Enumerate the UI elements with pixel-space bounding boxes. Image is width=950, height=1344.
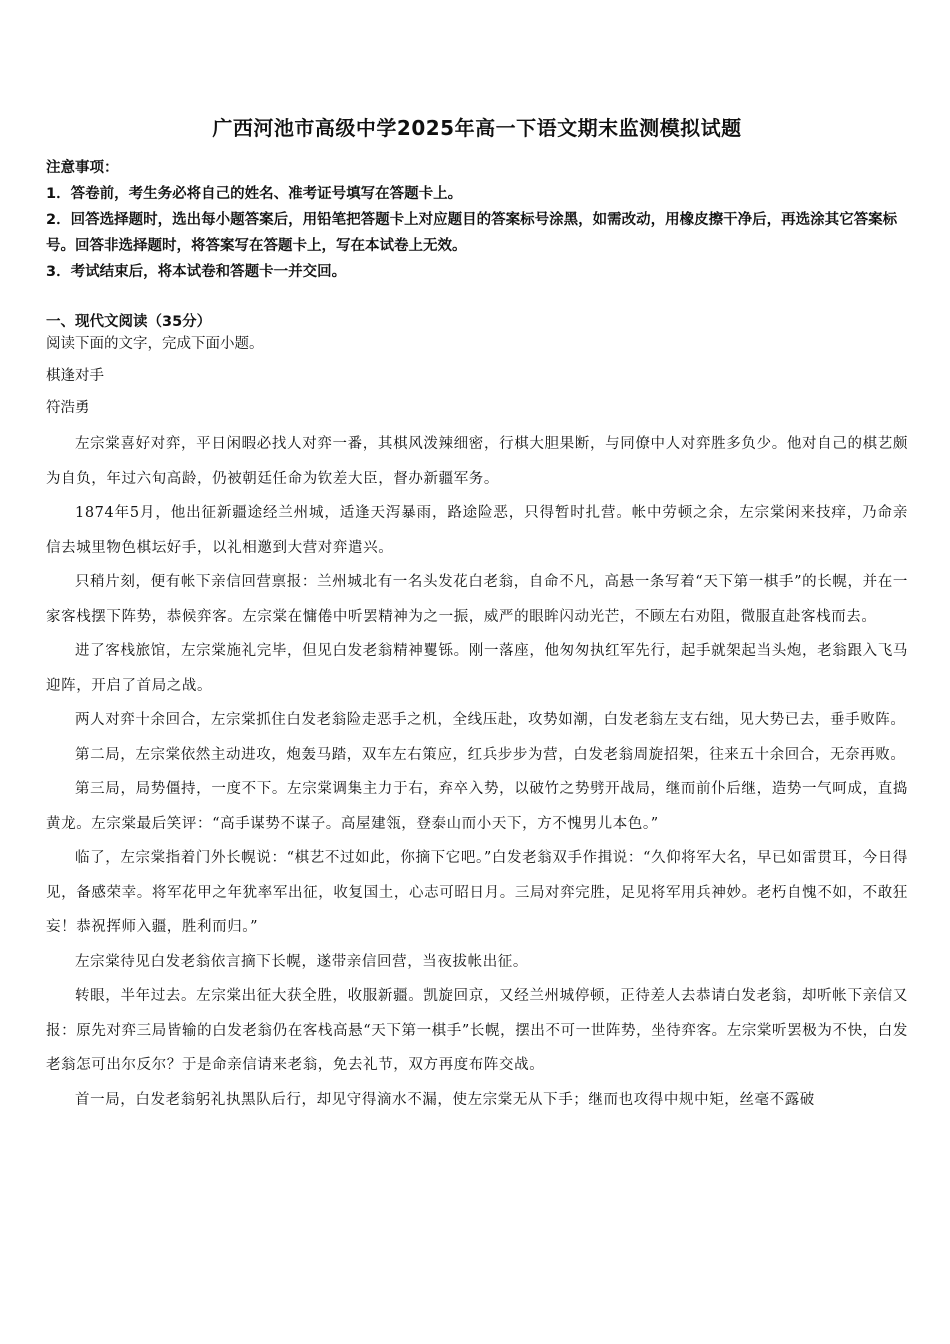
article-paragraph: 左宗棠待见白发老翁依言摘下长幌，遂带亲信回营，当夜拔帐出征。	[75, 953, 528, 970]
exam-title: 广西河池市高级中学2025年高一下语文期末监测模拟试题	[212, 116, 742, 140]
article-body	[46, 427, 908, 1117]
section-heading: 一、现代文阅读（35分）	[46, 314, 212, 330]
article-paragraph: 临了，左宗棠指着门外长幌说：“棋艺不过如此，你摘下它吧。”白发老翁双手作揖说：“久仰将军大名，早已如雷贯耳，今日得见，备感荣幸。将军花甲之年犹率军出征，收复国土，心志可昭日月。三局对弈完胜，足见将军用兵神妙。老朽自愧不如，不敢狂妄！恭祝挥师入疆，胜利而归。”	[46, 850, 908, 935]
article-title: 棋逢对手	[46, 368, 104, 384]
notice-item-1: 1．答卷前，考生务必将自己的姓名、准考证号填写在答题卡上。	[46, 186, 463, 202]
article-paragraph: 1874年5月，他出征新疆途经兰州城，适逢天泻暴雨，路途险恶，只得暂时扎营。帐中劳顿之余，左宗棠闲来技痒，乃命亲信去城里物色棋坛好手，以礼相邀到大营对弈遣兴。	[46, 505, 908, 556]
article-paragraph: 左宗棠喜好对弈，平日闲暇必找人对弈一番，其棋风泼辣细密，行棋大胆果断，与同僚中人对弈胜多负少。他对自己的棋艺颇为自负，年过六旬高龄，仍被朝廷任命为钦差大臣，督办新疆军务。	[46, 436, 908, 487]
notice-heading: 注意事项：	[46, 160, 119, 176]
exam-page	[46, 112, 908, 1117]
article-paragraph: 转眼，半年过去。左宗棠出征大获全胜，收服新疆。凯旋回京，又经兰州城停顿，正待差人去恭请白发老翁，却听帐下亲信又报：原先对弈三局皆输的白发老翁仍在客栈高悬“天下第一棋手”长幌，摆出不可一世阵势，坐待弈客。左宗棠听罢极为不快，白发老翁怎可出尔反尔？于是命亲信请来老翁，免去礼节，双方再度布阵交战。	[46, 988, 908, 1073]
article-paragraph: 第三局，局势僵持，一度不下。左宗棠调集主力于右，弃卒入势，以破竹之势劈开战局，继而前仆后继，造势一气呵成，直捣黄龙。左宗棠最后笑评：“高手谋势不谋子。高屋建瓴，登泰山而小天下，方不愧男儿本色。”	[46, 781, 908, 832]
reading-instruction: 阅读下面的文字，完成下面小题。	[46, 336, 264, 352]
article-paragraph: 首一局，白发老翁躬礼执黑队后行，却见守得滴水不漏，使左宗棠无从下手；继而也攻得中规中矩，丝毫不露破	[75, 1091, 815, 1108]
article-paragraph: 第二局，左宗棠依然主动进攻，炮轰马踏，双车左右策应，红兵步步为营，白发老翁周旋招架，往来五十余回合，无奈再败。	[75, 746, 906, 763]
article-paragraph: 只稍片刻，便有帐下亲信回营禀报：兰州城北有一名头发花白老翁，自命不凡，高悬一条写着“天下第一棋手”的长幌，并在一家客栈摆下阵势，恭候弈客。左宗棠在慵倦中听罢精神为之一振，威严的眼眸闪动光芒，不顾左右劝阻，微服直赴客栈而去。	[46, 574, 908, 625]
article-paragraph: 两人对弈十余回合，左宗棠抓住白发老翁险走恶手之机，全线压赴，攻势如潮，白发老翁左支右绌，见大势已去，垂手败阵。	[75, 712, 906, 728]
article-author: 符浩勇	[46, 400, 90, 416]
notice-item-2: 2．回答选择题时，选出每小题答案后，用铅笔把答题卡上对应题目的答案标号涂黑，如需改动，用橡皮擦干净后，再选涂其它答案标号。回答非选择题时，将答案写在答题卡上，写在本试卷上无效。	[46, 212, 898, 254]
notice-item-3: 3．考试结束后，将本试卷和答题卡一并交回。	[46, 264, 347, 280]
article-paragraph: 进了客栈旅馆，左宗棠施礼完毕，但见白发老翁精神矍铄。刚一落座，他匆匆执红军先行，起手就架起当头炮，老翁跟入飞马迎阵，开启了首局之战。	[46, 643, 908, 694]
notice-block	[46, 155, 908, 285]
